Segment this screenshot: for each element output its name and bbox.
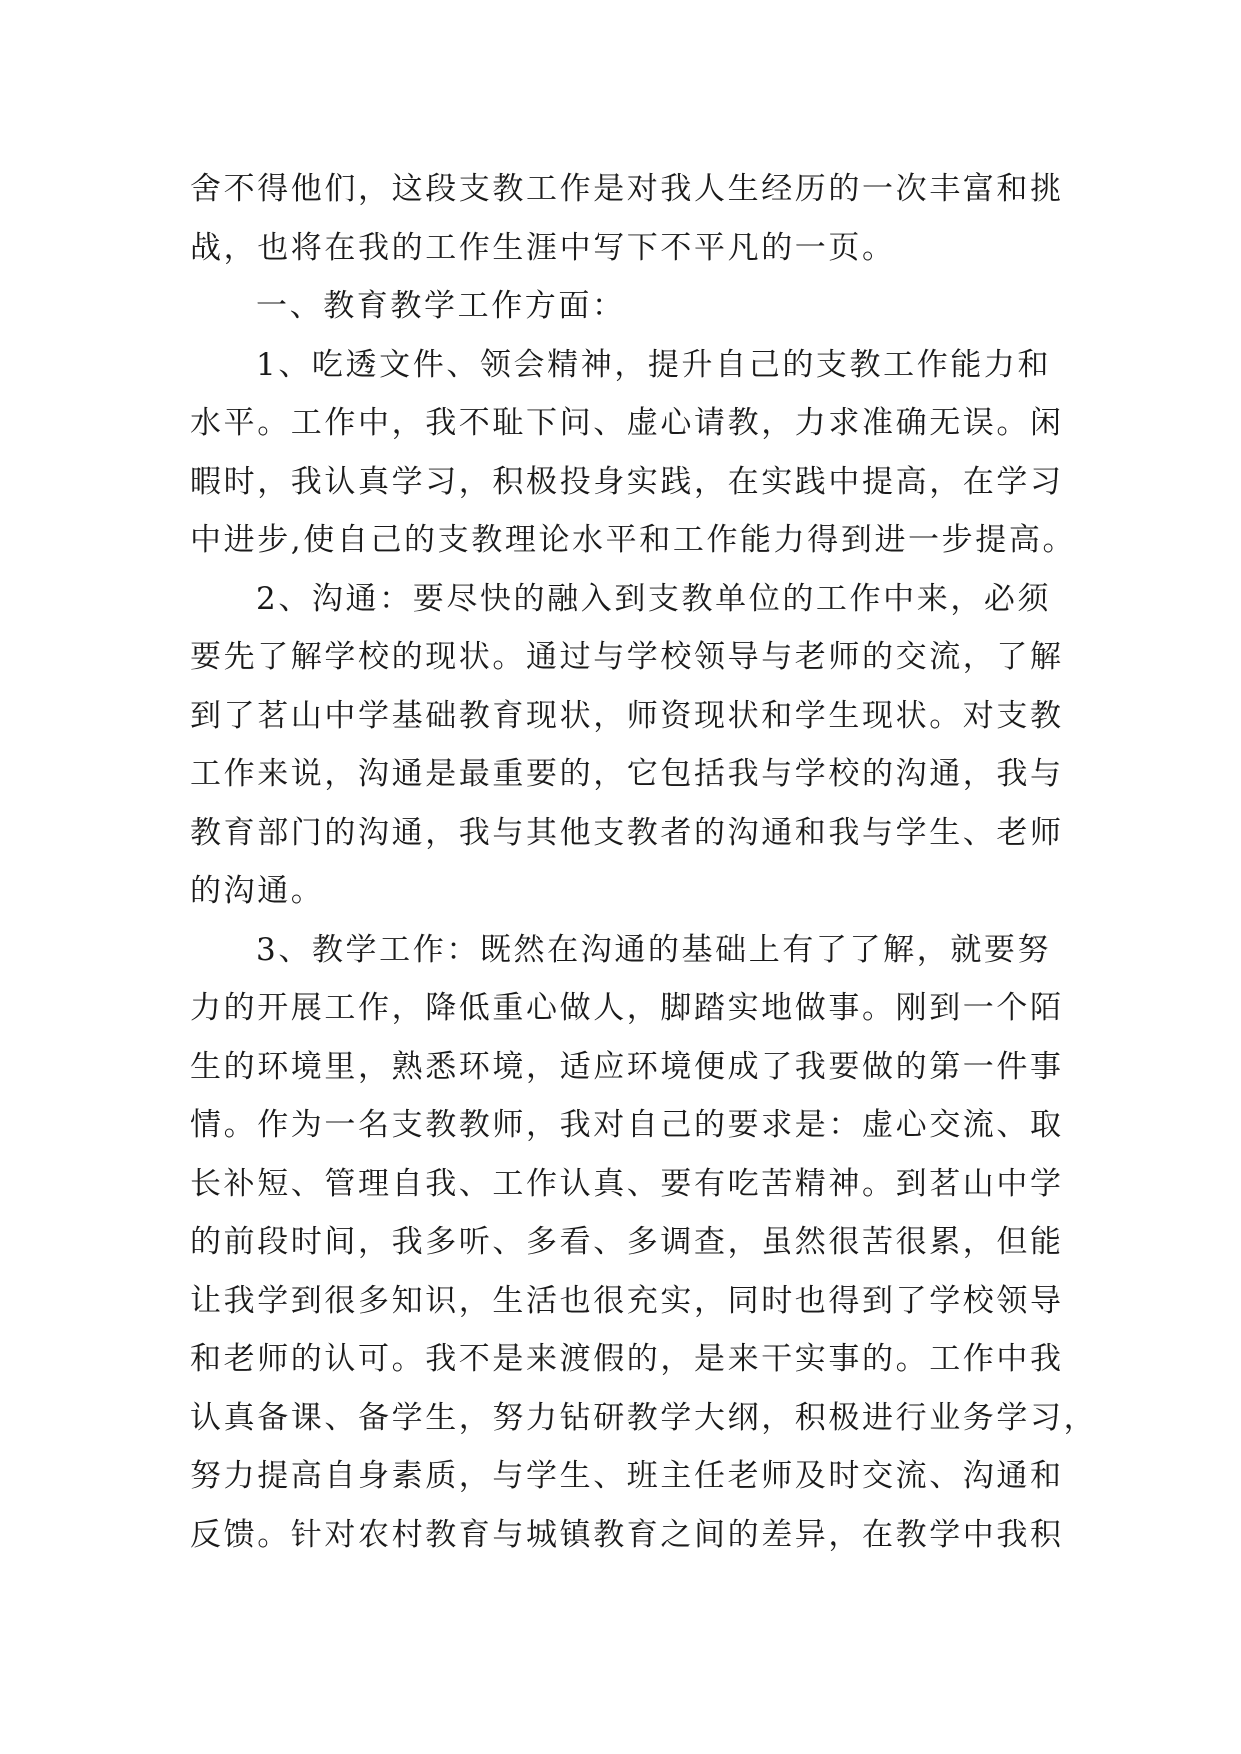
- text-line: 教育部门的沟通，我与其他支教者的沟通和我与学生、老师: [190, 814, 1064, 851]
- text-line: 3、教学工作：既然在沟通的基础上有了了解，就要努: [256, 931, 1052, 968]
- text-line: 水平。工作中，我不耻下问、虚心请教，力求准确无误。闲: [190, 405, 1064, 441]
- text-line: 的前段时间，我多听、多看、多调查，虽然很苦很累，但能: [190, 1224, 1064, 1260]
- text-line: 情。作为一名支教教师，我对自己的要求是：虚心交流、取: [190, 1107, 1064, 1143]
- text-line: 2、沟通：要尽快的融入到支教单位的工作中来，必须: [256, 580, 1052, 617]
- text-line: 中进步,使自己的支教理论水平和工作能力得到进一步提高。: [190, 522, 1077, 558]
- text-line: 认真备课、备学生，努力钻研教学大纲，积极进行业务学习，: [190, 1399, 1098, 1436]
- text-line: 生的环境里，熟悉环境，适应环境便成了我要做的第一件事: [190, 1048, 1064, 1085]
- text-line: 反馈。针对农村教育与城镇教育之间的差异，在教学中我积: [190, 1516, 1064, 1553]
- text-line: 暇时，我认真学习，积极投身实践，在实践中提高，在学习: [190, 463, 1064, 500]
- text-line: 力的开展工作，降低重心做人，脚踏实地做事。刚到一个陌: [190, 990, 1064, 1026]
- text-line: 让我学到很多知识，生活也很充实，同时也得到了学校领导: [190, 1282, 1064, 1319]
- text-line: 的沟通。: [190, 873, 325, 909]
- text-line: 努力提高自身素质，与学生、班主任老师及时交流、沟通和: [190, 1458, 1064, 1494]
- text-line: 工作来说，沟通是最重要的，它包括我与学校的沟通，我与: [190, 756, 1064, 792]
- text-line: 1、吃透文件、领会精神，提升自己的支教工作能力和: [256, 346, 1052, 383]
- text-line: 一、教育教学工作方面：: [256, 288, 626, 324]
- text-line: 到了茗山中学基础教育现状，师资现状和学生现状。对支教: [190, 697, 1064, 734]
- text-line: 舍不得他们，这段支教工作是对我人生经历的一次丰富和挑: [190, 171, 1064, 207]
- body-text: [190, 160, 1098, 1564]
- text-line: 和老师的认可。我不是来渡假的，是来干实事的。工作中我: [190, 1341, 1064, 1377]
- text-line: 要先了解学校的现状。通过与学校领导与老师的交流，了解: [190, 639, 1064, 675]
- text-line: 战，也将在我的工作生涯中写下不平凡的一页。: [190, 229, 896, 266]
- text-line: 长补短、管理自我、工作认真、要有吃苦精神。到茗山中学: [190, 1165, 1064, 1202]
